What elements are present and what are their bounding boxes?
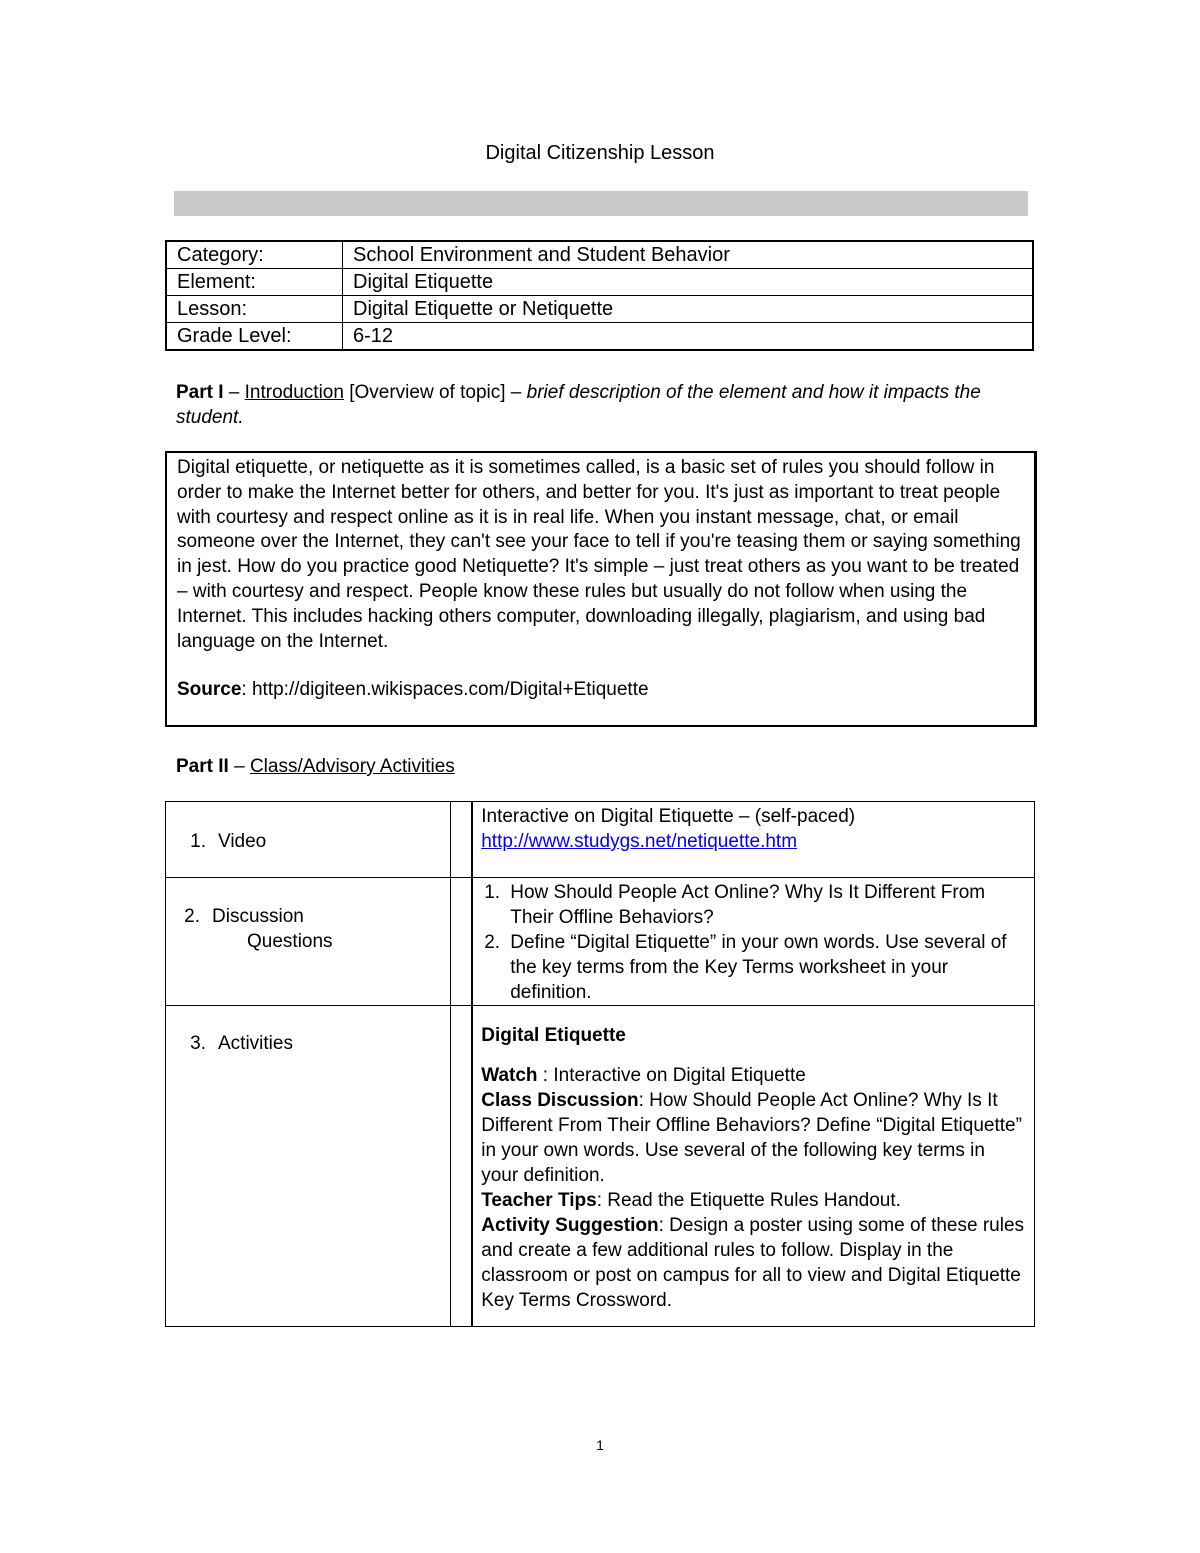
- table-row: [166, 878, 1035, 1006]
- grade-level-value: 6-12: [343, 323, 1034, 351]
- activities-table: [165, 801, 1035, 1327]
- class-discussion-text: : How Should People Act Online? Why Is It Different From Their Offline Behaviors? Define “Digital Etiquette” in your own words. Use several of the following key terms in your definition.: [481, 1090, 1022, 1186]
- discussion-label-line: [166, 904, 450, 929]
- introduction-text: Digital etiquette, or netiquette as it is sometimes called, is a basic set of rules you should follow in order to make the Internet better for others, and better for you. It's just as important to treat people with courtesy and respect online as it is in real life. When you instant message, chat, or email someone over the Internet, they can't see your face to tell if you're teasing them or saying something in jest. How do you practice good Netiquette? It's simple – just treat others as you want to be treated – with courtesy and respect. People know these rules but usually do not follow when using the Internet. This includes hacking others computer, downloading illegally, plagiarism, and using bad language on the Internet.: [177, 457, 1021, 652]
- table-row: [166, 241, 1033, 269]
- introduction-box: [165, 451, 1037, 727]
- teacher-tips-label: Teacher Tips: [481, 1190, 597, 1211]
- lesson-info-table: [165, 240, 1034, 351]
- netiquette-link[interactable]: http://www.studygs.net/netiquette.htm: [481, 831, 798, 852]
- lesson-label: Lesson:: [166, 296, 343, 323]
- source-line: [177, 678, 1024, 703]
- lesson-value: Digital Etiquette or Netiquette: [343, 296, 1034, 323]
- class-discussion-paragraph: [481, 1088, 1026, 1188]
- question-text: Define “Digital Etiquette” in your own words. Use several of the key terms from the Key Terms worksheet in your definition.: [510, 932, 1007, 1003]
- video-label: Video: [218, 831, 267, 852]
- element-value: Digital Etiquette: [343, 269, 1034, 296]
- teacher-tips-text: : Read the Etiquette Rules Handout.: [596, 1190, 901, 1211]
- category-value: School Environment and Student Behavior: [343, 241, 1034, 269]
- activities-details-cell: [472, 1006, 1034, 1327]
- watch-label: Watch: [481, 1065, 538, 1086]
- discussion-questions-cell: [472, 878, 1034, 1006]
- activity-suggestion-text: : Design a poster using some of these rules and create a few additional rules to follow. Display in the classroom or post on campus for all to view and Digital Etiquette Key Terms Crossword.: [481, 1215, 1025, 1311]
- video-cell: [166, 802, 451, 878]
- part1-heading: [176, 380, 1016, 430]
- table-row: [166, 269, 1033, 296]
- watch-line: [481, 1063, 1026, 1088]
- part1-bracket: [Overview of topic] –: [343, 382, 527, 403]
- spacer-cell: [451, 802, 473, 878]
- spacer-cell: [451, 878, 473, 1006]
- table-row: [166, 296, 1033, 323]
- spacer-cell: [451, 1006, 473, 1327]
- page-number: 1: [596, 1437, 604, 1453]
- list-item: [473, 930, 1026, 1005]
- video-description: Interactive on Digital Etiquette – (self-paced): [481, 806, 856, 827]
- list-number: 3.: [190, 1033, 206, 1054]
- part2-dash: –: [228, 756, 250, 777]
- activities-heading: Digital Etiquette: [481, 1025, 626, 1046]
- activities-cell: [166, 1006, 451, 1327]
- discussion-questions-list: [473, 880, 1026, 1005]
- activities-label-line: [166, 1031, 450, 1056]
- list-number: 2.: [184, 906, 200, 927]
- part2-heading: [176, 754, 455, 779]
- question-text: How Should People Act Online? Why Is It Different From Their Offline Behaviors?: [510, 882, 986, 928]
- activity-suggestion-paragraph: [481, 1213, 1026, 1313]
- activities-label: Activities: [218, 1033, 293, 1054]
- part1-label: Part I: [176, 382, 224, 403]
- part1-title: Introduction: [244, 382, 344, 403]
- list-item: [473, 880, 1026, 930]
- grade-level-label: Grade Level:: [166, 323, 343, 351]
- list-number: 1.: [190, 831, 206, 852]
- table-row: [166, 802, 1035, 878]
- discussion-label-line2: Questions: [247, 931, 333, 952]
- element-label: Element:: [166, 269, 343, 296]
- teacher-tips-line: [481, 1188, 1026, 1213]
- list-number: 2.: [484, 932, 501, 953]
- class-discussion-label: Class Discussion: [481, 1090, 639, 1111]
- table-row: [166, 1006, 1035, 1327]
- part2-label: Part II: [176, 756, 229, 777]
- activity-suggestion-label: Activity Suggestion: [481, 1215, 659, 1236]
- source-url: : http://digiteen.wikispaces.com/Digital+Etiquette: [241, 679, 649, 701]
- category-label: Category:: [166, 241, 343, 269]
- discussion-label: Discussion: [212, 906, 304, 927]
- header-shaded-bar: [174, 191, 1028, 216]
- watch-text: : Interactive on Digital Etiquette: [537, 1065, 806, 1086]
- part1-description: brief description of the element and how it impacts the student.: [176, 382, 981, 428]
- list-number: 1.: [484, 882, 501, 903]
- discussion-cell: [166, 878, 451, 1006]
- page-title: Digital Citizenship Lesson: [485, 142, 715, 164]
- part2-title: Class/Advisory Activities: [249, 756, 455, 777]
- video-details-cell: [472, 802, 1034, 878]
- part1-dash: –: [223, 382, 245, 403]
- source-label: Source: [177, 679, 242, 701]
- video-label-line: [166, 829, 450, 854]
- table-row: [166, 323, 1033, 351]
